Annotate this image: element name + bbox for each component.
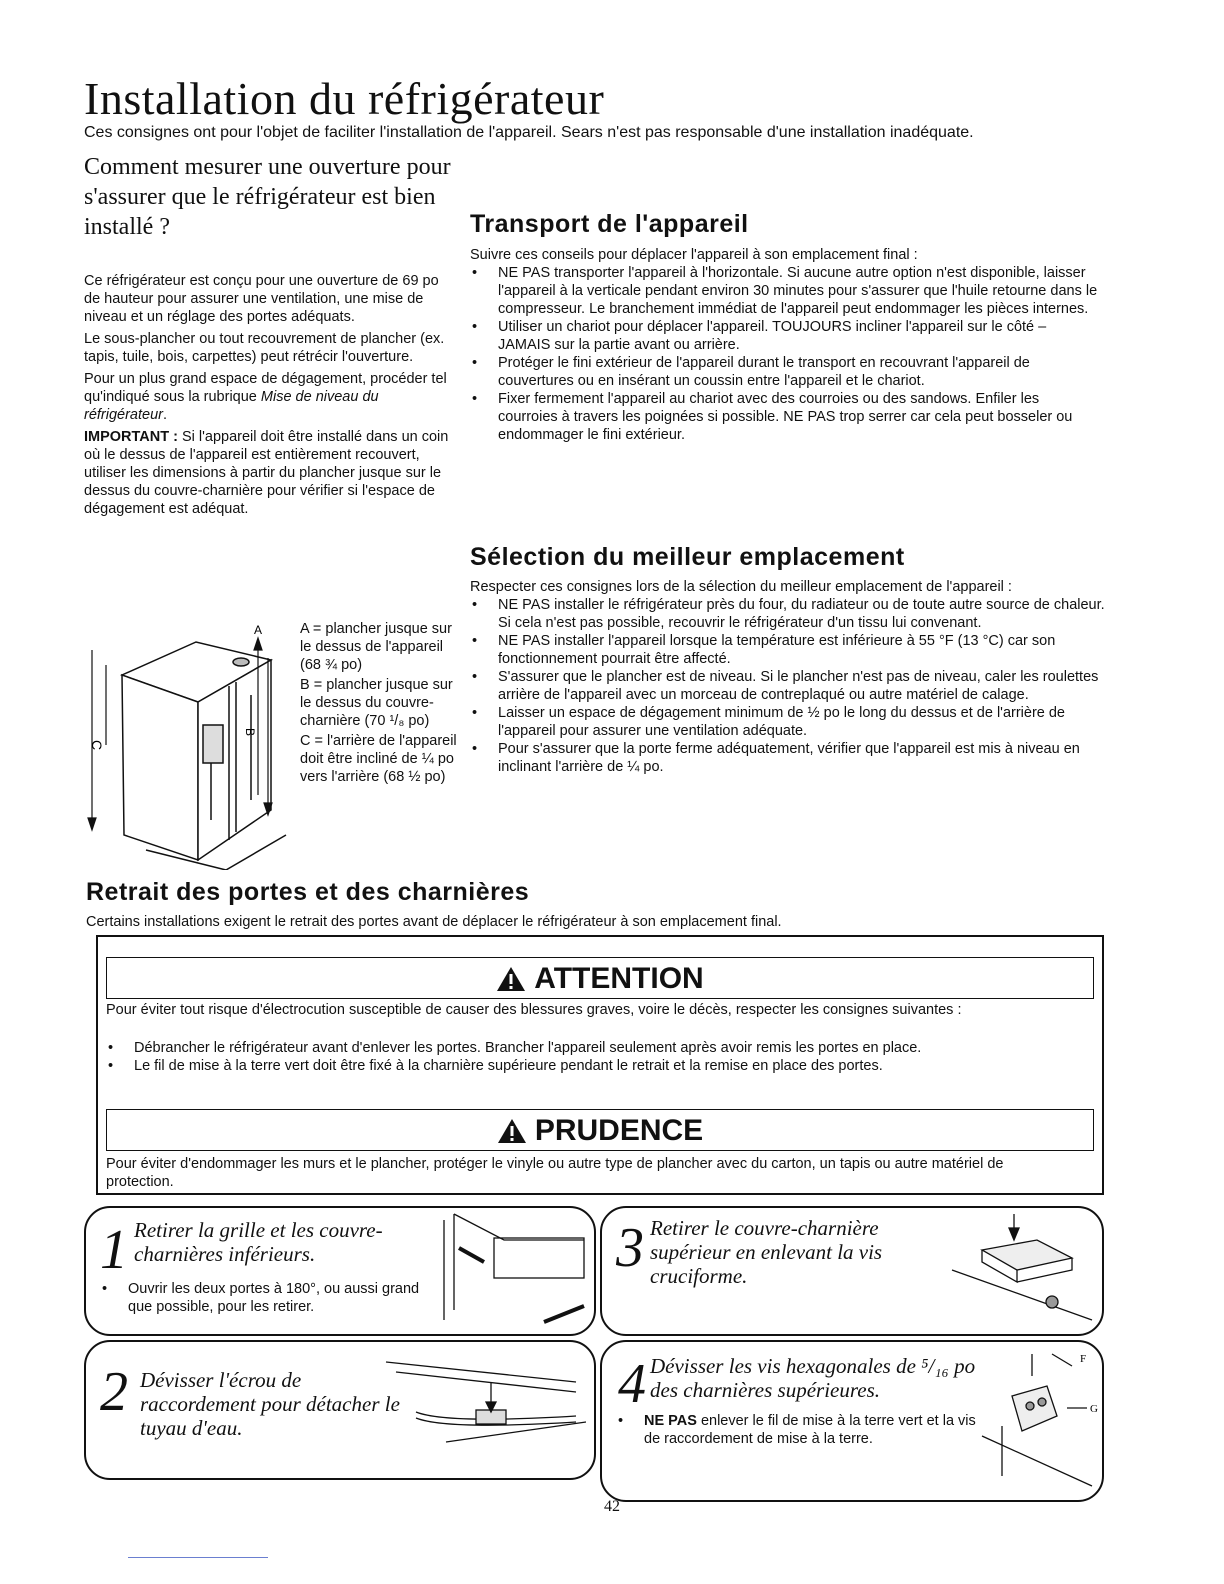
measure-paragraph: Pour un plus grand espace de dégagement, procéder tel qu'indiqué sous la rubrique Mise de niveau du réfrigérateur.: [84, 371, 447, 423]
step-number: 2: [100, 1361, 128, 1423]
warning-box: [96, 935, 1104, 1195]
footer-rule: [128, 1557, 268, 1558]
attention-text: Pour éviter tout risque d'électrocution susceptible de causer des blessures graves, voire le décès, respecter les consignes suivantes :: [106, 1002, 962, 1018]
list-item: • S'assurer que le plancher est de niveau. Si le plancher n'est pas de niveau, caler les roulettes arrière de l'appareil avec un morceau de contreplaqué ou autre matériel de calage.: [470, 668, 1120, 704]
page-title: Installation du réfrigérateur: [84, 73, 605, 124]
step-title: Dévisser l'écrou de raccordement pour détacher le tuyau d'eau.: [140, 1368, 400, 1440]
transport-intro: Suivre ces conseils pour déplacer l'appareil à son emplacement final :: [470, 247, 918, 263]
dimension-label-a: A: [253, 623, 263, 637]
page-number: 42: [604, 1498, 620, 1515]
list-item: • Fixer fermement l'appareil au chariot avec des courroies ou des sandows. Enfiler les courroies à travers les poignées si possible. NE PAS trop serrer car cela peut bosseler ou endommager le fini extérieur.: [470, 390, 1100, 444]
step-number: 1: [100, 1219, 128, 1281]
measure-paragraph: Le sous-plancher ou tout recouvrement de plancher (ex. tapis, tuile, bois, carpettes) peut rétrécir l'ouverture.: [84, 331, 445, 365]
selection-heading: Sélection du meilleur emplacement: [470, 543, 905, 571]
attention-label: ATTENTION: [534, 962, 704, 995]
step-title: Retirer la grille et les couvre-charnières inférieurs.: [134, 1218, 383, 1266]
warning-triangle-icon: [497, 1118, 527, 1144]
measure-heading: Comment mesurer une ouverture pour s'assurer que le réfrigérateur est bien installé ?: [84, 154, 451, 240]
intro-text: Ces consignes ont pour l'objet de faciliter l'installation de l'appareil. Sears n'est pas responsable d'une installation inadéquate.: [84, 124, 974, 141]
important-label: IMPORTANT :: [84, 429, 178, 445]
step-4-panel: [600, 1340, 1104, 1502]
dimension-label-b: B: [243, 728, 257, 737]
fridge-diagram: [86, 620, 296, 870]
cross-reference: Mise de niveau du réfrigérateur: [84, 389, 379, 423]
caution-label: NE PAS: [644, 1413, 697, 1429]
warning-triangle-icon: [496, 966, 526, 992]
step-2-panel: [84, 1340, 596, 1480]
top-hinge-illustration: [972, 1346, 1102, 1496]
step-number: 3: [616, 1217, 644, 1279]
list-item: • Laisser un espace de dégagement minimum de ½ po le long du dessus et de l'arrière de l'appareil pour assurer une ventilation adéquate.: [470, 704, 1120, 740]
prudence-label: PRUDENCE: [534, 1114, 704, 1147]
hinge-label-g: G: [1090, 1403, 1098, 1415]
water-line-illustration: [376, 1352, 586, 1472]
grille-illustration: [434, 1210, 594, 1334]
list-item: • NE PAS installer l'appareil lorsque la température est inférieure à 55 °F (13 °C) car son fonctionnement pourrait être affecté.: [470, 632, 1120, 668]
removal-intro: Certains installations exigent le retrait des portes avant de déplacer le réfrigérateur à son emplacement final.: [86, 914, 782, 930]
legend-a: A = plancher jusque sur le dessus de l'appareil (68 ¾ po): [300, 621, 452, 673]
selection-section: [470, 578, 1120, 776]
list-item: • Utiliser un chariot pour déplacer l'appareil. TOUJOURS incliner l'appareil sur le côté – JAMAIS sur la partie avant ou arrière.: [470, 318, 1100, 354]
hinge-label-f: F: [1080, 1353, 1087, 1365]
list-item: • Protéger le fini extérieur de l'appareil durant le transport en recouvrant l'appareil de couvertures ou en insérant un coussin entre l'appareil et le chariot.: [470, 354, 1100, 390]
selection-intro: Respecter ces consignes lors de la sélection du meilleur emplacement de l'appareil :: [470, 579, 1012, 595]
list-item: • Ouvrir les deux portes à 180°, ou aussi grand que possible, pour les retirer.: [100, 1280, 440, 1316]
prudence-banner: [106, 1109, 1094, 1151]
step-title: Dévisser les vis hexagonales de ⁵/₁₆ po des charnières supérieures.: [650, 1354, 976, 1402]
hinge-cover-illustration: [942, 1210, 1102, 1334]
step-3-panel: [600, 1206, 1104, 1336]
step-title: Retirer le couvre-charnière supérieur en enlevant la vis cruciforme.: [650, 1216, 883, 1288]
measure-paragraph: Ce réfrigérateur est conçu pour une ouverture de 69 po de hauteur pour assurer une ventilation, une mise de niveau et un réglage des portes adéquats.: [84, 273, 439, 325]
legend-c: C = l'arrière de l'appareil doit être incliné de ¼ po vers l'arrière (68 ½ po): [300, 733, 457, 785]
list-item: • Pour s'assurer que la porte ferme adéquatement, vérifier que l'appareil est mis à niveau en inclinant l'arrière de ¼ po.: [470, 740, 1120, 776]
transport-heading: Transport de l'appareil: [470, 210, 749, 238]
step-1-panel: [84, 1206, 596, 1336]
list-item: • NE PAS installer le réfrigérateur près du four, du radiateur ou de toute autre source de chaleur. Si cela n'est pas possible, recouvrir le réfrigérateur d'un tissu lui convenant.: [470, 596, 1120, 632]
transport-section: [470, 246, 1100, 444]
legend-b: B = plancher jusque sur le dessus du couvre-charnière (70 ¹/₈ po): [300, 677, 453, 729]
list-item: • Débrancher le réfrigérateur avant d'enlever les portes. Brancher l'appareil seulement après avoir remis les portes en place.: [106, 1039, 1078, 1057]
step-number: 4: [618, 1353, 646, 1415]
attention-banner: [106, 957, 1094, 999]
measure-section: [84, 272, 456, 522]
dimension-legend: [300, 620, 465, 788]
list-item: • NE PAS enlever le fil de mise à la terre vert et la vis de raccordement de mise à la terre.: [616, 1412, 976, 1448]
prudence-text: Pour éviter d'endommager les murs et le plancher, protéger le vinyle ou autre type de plancher avec du carton, un tapis ou autre matériel de protection.: [106, 1156, 1004, 1190]
list-item: • Le fil de mise à la terre vert doit être fixé à la charnière supérieure pendant le retrait et la remise en place des portes.: [106, 1057, 1078, 1075]
measure-paragraph: IMPORTANT : Si l'appareil doit être installé dans un coin où le dessus de l'appareil est entièrement recouvert, utiliser les dimensions à partir du plancher jusque sur le dessus du couvre-charnière pour vérifier si l'espace de dégagement est adéquat.: [84, 429, 449, 517]
dimension-label-c: C: [89, 739, 105, 751]
list-item: • NE PAS transporter l'appareil à l'horizontale. Si aucune autre option n'est disponible, laisser l'appareil à la verticale pendant environ 30 minutes pour s'assurer que l'huile retourne dans le compresseur. Le branchement immédiat de l'appareil peut endommager les pièces internes.: [470, 264, 1100, 318]
removal-heading: Retrait des portes et des charnières: [86, 878, 530, 906]
